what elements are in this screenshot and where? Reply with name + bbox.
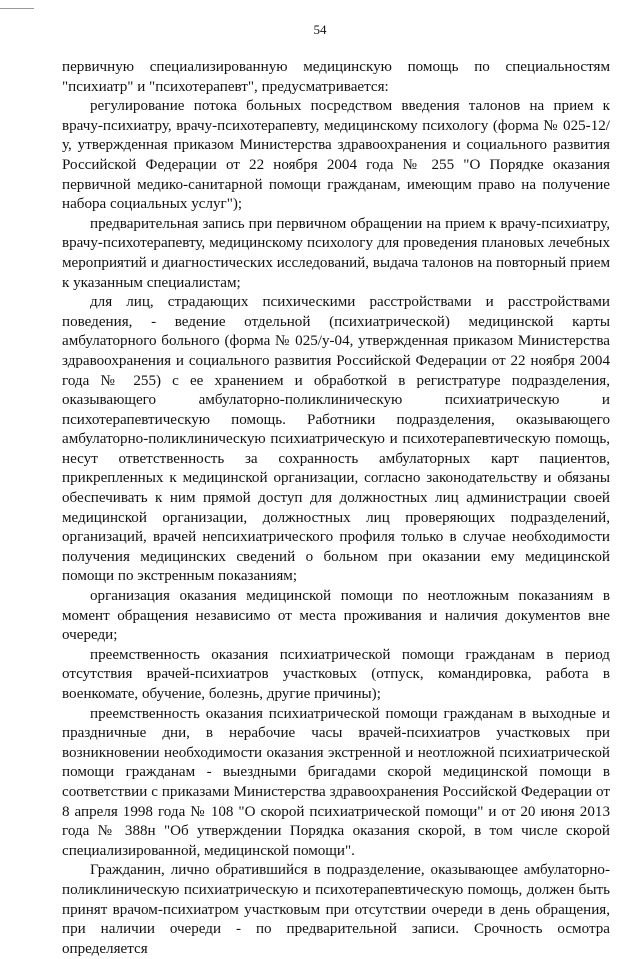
document-body [62,58,610,959]
paragraph-continuity-holidays: преемственность оказания психиатрической помощи гражданам в выходные и праздничные дни, в нерабочие часы врачей-психиатров участковых при возникновении необходимости оказания экстренной и неотложной психиатрической помощи гражданам - выездными бригадами скорой медицинской помощи в соответствии с приказами Министерства здравоохранения Российской Федерации от 8 апреля 1998 года № 108 "О скорой психиатрической помощи" и от 20 июня 2013 года № 388н "Об утверждении Порядка оказания скорой, в том числе скорой специализированной, медицинской помощи". [62,705,610,859]
paragraph-continuation: первичную специализированную медицинскую помощь по специальностям "психиатр" и "психотерапевт", предусматривается: [62,59,610,95]
paragraph-medical-records: для лиц, страдающих психическими расстройствами и расстройствами поведения, - ведение отдельной (психиатрической) медицинской карты амбулаторного больного (форма № 025/у-04, утвержденная приказом Министерства здравоохранения и социального развития Российской Федерации от 22 ноября 2004 года № 255) с ее хранением и обработкой в регистратуре подразделения, оказывающего амбулаторно-поликлиническую психиатрическую и психотерапевтическую помощь. Работники подразделения, оказывающего амбулаторно-поликлиническую психиатрическую и психотерапевтическую помощь, несут ответственность за сохранность амбулаторных карт пациентов, прикрепленных к медицинской организации, согласно законодательству и обязаны обеспечивать к ним прямой доступ для должностных лиц администрации своей медицинской организации, должностных лиц проверяющих подразделений, организаций, врачей непсихиатрического профиля только в случае необходимости получения медицинских сведений о больном при оказании ему медицинской помощи по экстренным показаниям; [62,294,610,585]
page-number: 54 [313,22,327,37]
paragraph-ticket-regulation: регулирование потока больных посредством введения талонов на прием к врачу-психиатру, врачу-психотерапевту, медицинскому психологу (форма № 025-12/у, утвержденная приказом Министерства здравоохранения и социального развития Российской Федерации от 22 ноября 2004 года № 255 "О Порядке оказания первичной медико-санитарной помощи гражданам, имеющим право на получение набора социальных услуг"); [62,98,610,213]
paragraph-continuity-absence: преемственность оказания психиатрической помощи гражданам в период отсутствия врачей-психиатров участковых (отпуск, командировка, работа в военкомате, обучение, болезнь, другие причины); [62,646,610,702]
paragraph-urgent-care: организация оказания медицинской помощи по неотложным показаниям в момент обращения независимо от места проживания и наличия документов вне очереди; [62,588,610,644]
paragraph-citizen-visit: Гражданин, лично обратившийся в подразделение, оказывающее амбулаторно-поликлиническую психиатрическую и психотерапевтическую помощь, должен быть принят врачом-психиатром участковым при отсутствии очереди в день обращения, при наличии очереди - по предварительной записи. Срочность осмотра определяется [62,862,610,957]
paragraph-preliminary-registration: предварительная запись при первичном обращении на прием к врачу-психиатру, врачу-психотерапевту, медицинскому психологу для проведения плановых лечебных мероприятий и диагностических исследований, выдача талонов на повторный прием к указанным специалистам; [62,215,610,291]
top-edge-rule [0,8,34,9]
